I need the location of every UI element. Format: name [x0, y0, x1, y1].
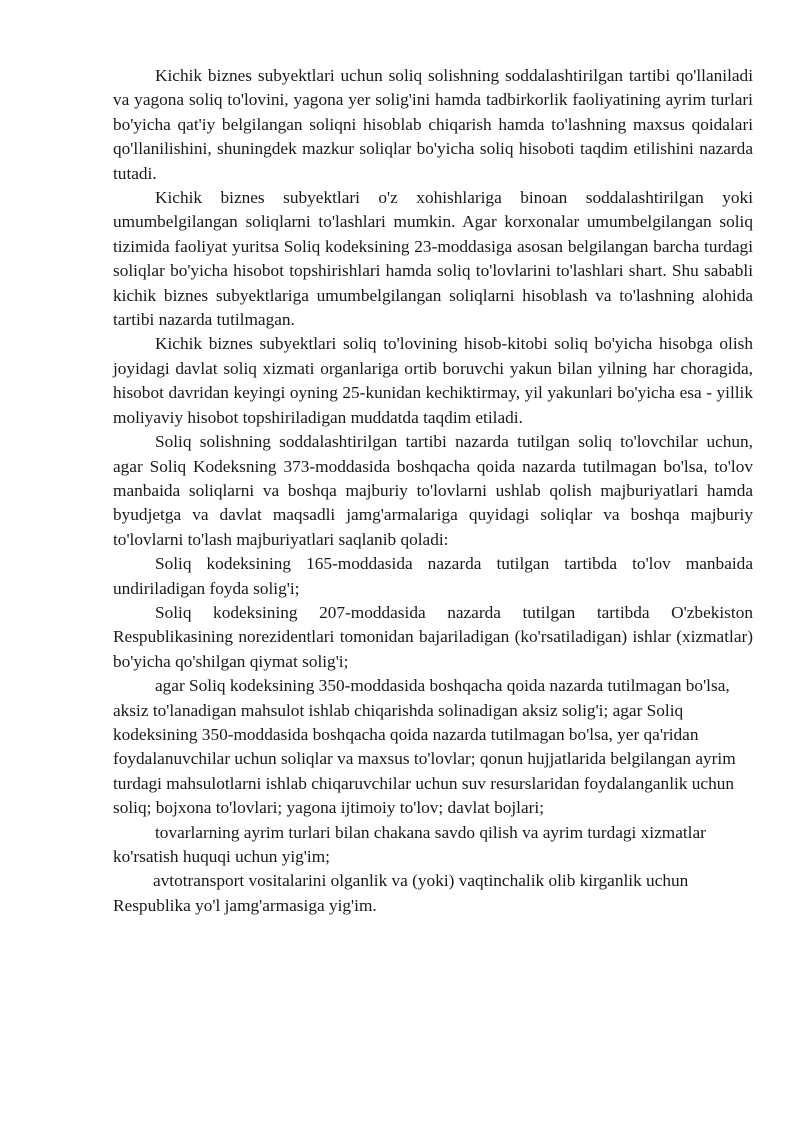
list-item-road-fund-fee: avtotransport vositalarini olganlik va (yoki) vaqtinchalik olib kirganlik uchun Respublika yo'l jamg'armasiga yig'im.	[113, 871, 689, 915]
paragraph-reporting-deadlines: Kichik biznes subyektlari soliq to'lovining hisob-kitobi soliq bo'yicha hisobga olish joyidagi davlat soliq xizmati organlariga ortib boruvchi yakun bilan yilning har choragida, hisobot davridan keyingi oyning 25-kunidan kechiktirmay, yil yakunlari bo'yicha esa - yillik moliyaviy hisobot topshiriladigan muddatda taqdim etiladi.	[113, 334, 753, 427]
list-item-vat-nonresidents: Soliq kodeksining 207-moddasida nazarda tutilgan tartibda O'zbekiston Respublikasining norezidentlari tomonidan bajariladigan (ko'rsatiladigan) ishlar (xizmatlar) bo'yicha qo'shilgan qiymat solig'i;	[113, 602, 753, 671]
paragraph-withholding-obligations: Soliq solishning soddalashtirilgan tartibi nazarda tutilgan soliq to'lovchilar uchun, agar Soliq Kodeksning 373-moddasida boshqacha qoida nazarda tutilmagan bo'lsa, to'lov manbaida soliqlarni va boshqa majburiy to'lovlarni ushlab qolish majburiyatlari hamda byudjetga va davlat maqsadli jamg'armalariga quyidagi soliqlar va boshqa majburiy to'lovlarni to'lash majburiyatlari saqlanib qoladi:	[113, 432, 753, 549]
list-item-profit-tax: Soliq kodeksining 165-moddasida nazarda tutilgan tartibda to'lov manbaida undiriladigan foyda solig'i;	[113, 554, 753, 598]
paragraph-tax-choice: Kichik biznes subyektlari o'z xohishlariga binoan soddalashtirilgan yoki umumbelgilangan soliqlarni to'lashlari mumkin. Agar korxonalar umumbelgilangan soliq tizimida faoliyat yuritsa Soliq kodeksining 23-moddasiga asosan belgilangan barcha turdagi soliqlar bo'yicha hisobot topshirishlari hamda soliq to'lovlarini to'lashlari shart. Shu sababli kichik biznes subyektlariga umumbelgilangan soliqlarni hisoblash va to'lashning alohida tartibi nazarda tutilmagan.	[113, 188, 753, 330]
list-item-retail-trade-fee: tovarlarning ayrim turlari bilan chakana savdo qilish va ayrim turdagi xizmatlar ko'rsatish huquqi uchun yig'im;	[113, 822, 706, 866]
paragraph-simplified-tax-regime: Kichik biznes subyektlari uchun soliq solishning soddalashtirilgan tartibi qo'llaniladi va yagona soliq to'lovini, yagona yer solig'ini hamda tadbirkorlik faoliyatining ayrim turlari bo'yicha qat'iy belgilangan soliqni hisoblab chiqarish hamda to'lashning maxsus qoidalari qo'llanilishini, shuningdek mazkur soliqlar bo'yicha soliq hisoboti taqdim etilishini nazarda tutadi.	[113, 66, 753, 183]
list-item-excise-and-other-taxes: agar Soliq kodeksining 350-moddasida boshqacha qoida nazarda tutilmagan bo'lsa, aksiz to'lanadigan mahsulot ishlab chiqarishda solinadigan aksiz solig'i; agar Soliq kodeksining 350-moddasida boshqacha qoida nazarda tutilmagan bo'lsa, yer qa'ridan foydalanuvchilar uchun soliqlar va maxsus to'lovlar; qonun hujjatlarida belgilangan ayrim turdagi mahsulotlarni ishlab chiqaruvchilar uchun suv resurslaridan foydalanganlik uchun soliq; bojxona to'lovlari; yagona ijtimoiy to'lov; davlat bojlari;	[113, 676, 736, 818]
document-page	[113, 64, 753, 918]
